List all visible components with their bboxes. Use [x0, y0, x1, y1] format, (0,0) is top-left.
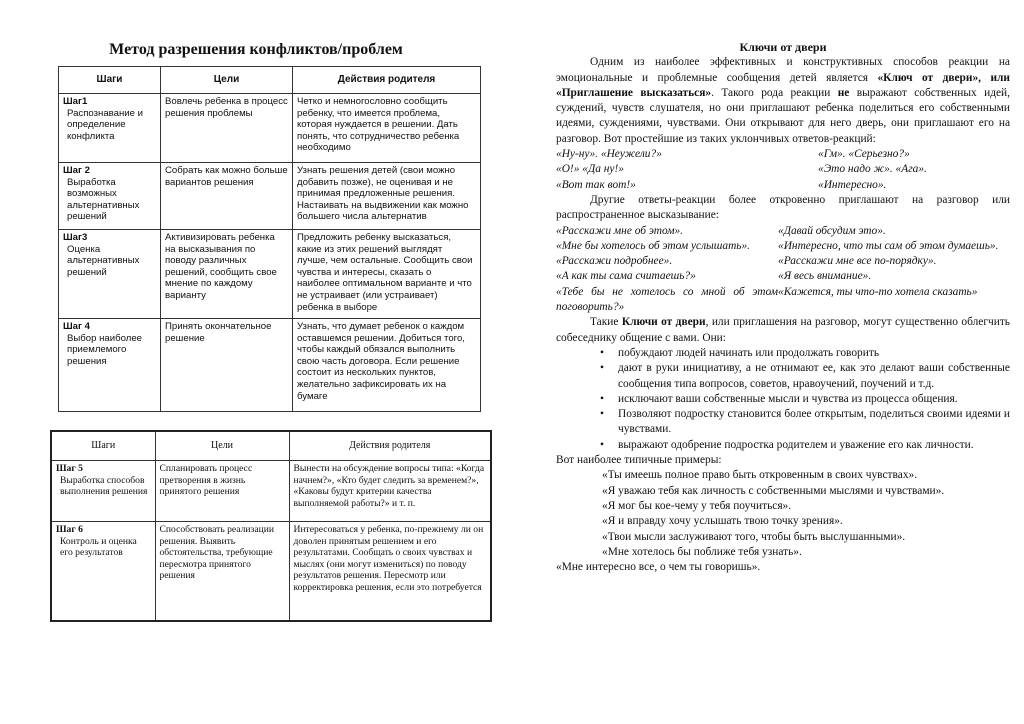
response-phrase: «Ну-ну». «Неужели?»	[556, 148, 662, 161]
response-phrase: «Расскажи мне об этом».	[556, 224, 684, 237]
table-row	[51, 461, 491, 522]
step-name: Шаг3	[63, 232, 88, 243]
list-item: • исключают ваши собственные мысли и чувства из процесса общения.	[602, 392, 1010, 407]
example-line: «Я и вправду хочу услышать твою точку зрения».	[602, 515, 843, 528]
response-phrase: «Тебе бы не хотелось со мной об этом поговорить?»	[556, 285, 778, 314]
example-line: «Я мог бы кое-чему у тебя поучиться».	[602, 499, 792, 512]
action-cell: Интересоваться у ребенка, по-прежнему ли он доволен принятым решением и его результатами. Сообщать о своих чувствах и мыслях (они могут измениться) по поводу результатов решения. Пересмотр или корректировка решения, если это потребуется	[289, 522, 491, 622]
response-phrase: «Это надо ж». «Ага».	[818, 163, 927, 176]
response-row	[556, 178, 1010, 193]
response-row	[556, 285, 1010, 316]
response-phrase: «Гм». «Серьезно?»	[818, 148, 910, 161]
response-row	[556, 269, 1010, 284]
intro-emphasis: не	[837, 86, 850, 99]
table-row	[51, 522, 491, 622]
para3-text: Такие	[590, 316, 622, 329]
article-title: Ключи от двери	[739, 40, 827, 54]
response-row	[556, 162, 1010, 177]
list-item: • дают в руки инициативу, а не отнимают ее, как это делают ваши собственные сообщения типа вопросов, советов, нравоучений, поучений и т.д.	[602, 361, 1010, 392]
goal-cell: Вовлечь ребенка в процесс решения проблемы	[161, 94, 293, 163]
goal-cell: Принять окончательное решение	[161, 319, 293, 412]
step-cell	[59, 230, 161, 319]
intro-text: выражают собственных идей, суждений, чувств слушателя, но они приглашают ребенка поделиться его собственными идеями, суждениями, чувствами. Они открывают для него дверь, они приглашают его на разговор. Вот простейшие из таких уклончивых ответов-реакций:	[556, 86, 1010, 145]
table-row	[59, 94, 481, 163]
list-item: • побуждают людей начинать или продолжать говорить	[602, 346, 1010, 361]
header-goals: Цели	[161, 67, 293, 94]
response-phrase: «Вот так вот!»	[556, 178, 636, 191]
step-cell	[59, 94, 161, 163]
intro-paragraph	[556, 55, 1010, 147]
response-row	[556, 224, 1010, 239]
example-line: «Твои мысли заслуживают того, чтобы быть выслушанными».	[602, 530, 906, 543]
paragraph-2: Другие ответы-реакции более откровенно приглашают на разговор или распространенное высказывание:	[556, 193, 1010, 222]
action-cell: Узнать, что думает ребенок о каждом оставшемся решении. Добиться того, чтобы каждый обязался выполнить свою часть договора. Если решение состоит из нескольких пунктов, желательно зафиксировать их на бумаге	[293, 319, 481, 412]
goal-cell: Способствовать реализации решения. Выявить обстоятельства, требующие пересмотра принятого решения	[155, 522, 289, 622]
response-phrase: «О!» «Да ну!»	[556, 163, 624, 176]
action-cell: Четко и немногословно сообщить ребенку, что имеется проблема, которая нуждается в решении. Дать понять, что сотрудничество ребенка необходимо	[293, 94, 481, 163]
step-name: Шаг 6	[56, 524, 83, 535]
step-cell	[51, 461, 155, 522]
step-name: Шаг1	[63, 96, 88, 107]
step-name: Шаг 4	[63, 321, 90, 332]
table-header-row	[59, 67, 481, 94]
step-desc: Выбор наиболее приемлемого решения	[67, 332, 143, 367]
para3-text: , или приглашения на разговор, могут существенно облегчить собеседнику общение с вами. Они:	[556, 316, 1010, 344]
example-line: «Я уважаю тебя как личность с собственными мыслями и чувствами».	[602, 484, 945, 497]
article-body	[556, 40, 1010, 575]
response-row	[556, 254, 1010, 269]
step-desc: Выработка возможных альтернативных решений	[67, 176, 140, 223]
step-name: Шаг 5	[56, 463, 83, 474]
table-row	[59, 230, 481, 319]
step-cell	[59, 319, 161, 412]
header-actions: Действия родителя	[293, 67, 481, 94]
action-cell: Вынести на обсуждение вопросы типа: «Когда начнем?», «Кто будет следить за временем?», «Каковы будут критерии качества выполняемой работы?» и т. п.	[289, 461, 491, 522]
benefits-list	[556, 346, 1010, 453]
header-goals: Цели	[155, 431, 289, 461]
action-cell: Предложить ребенку высказаться, какие из этих решений выглядят лучше, чем остальные. Сообщить свои чувства и интересы, сказать о наиболее оптимальном варианте и что не устраивает (или устраивает) ребенка в выборе	[293, 230, 481, 319]
step-name: Шаг 2	[63, 165, 90, 176]
response-row	[556, 147, 1010, 162]
response-phrase: «Мне бы хотелось об этом услышать».	[556, 239, 751, 252]
list-item: • Позволяют подростку становится более открытым, поделиться своими идеями и чувствами.	[602, 407, 1010, 438]
response-row	[556, 239, 1010, 254]
action-cell: Узнать решения детей (свои можно добавить позже), не оценивая и не принимая предложенные решения. Настаивать на выдвижении как можно большего числа альтернатив	[293, 163, 481, 230]
goal-cell: Активизировать ребенка на высказывания по поводу различных решений, сообщить свое мнение по каждому варианту	[161, 230, 293, 319]
para3-key-phrase: Ключи от двери	[621, 316, 706, 329]
response-phrase: «Давай обсудим это».	[778, 224, 886, 237]
response-phrase: «Расскажи мне все по-порядку».	[778, 255, 937, 268]
step-desc: Распознавание и определение конфликта	[67, 107, 144, 142]
steps-table-2	[50, 430, 492, 622]
response-phrase: «Расскажи подробнее».	[556, 255, 673, 268]
example-line: «Ты имеешь полное право быть откровенным в своих чувствах».	[602, 469, 918, 482]
intro-key-phrase: «Ключ от двери», или «Приглашение высказаться»	[556, 71, 1010, 99]
page-title: Метод разрешения конфликтов/проблем	[109, 41, 403, 58]
step-desc: Выработка способов выполнения решения	[60, 474, 148, 498]
response-phrase: «Я весь внимание».	[778, 270, 872, 283]
header-actions: Действия родителя	[289, 431, 491, 461]
step-desc: Оценка альтернативных решений	[67, 243, 140, 278]
examples-title: Вот наиболее типичные примеры:	[556, 454, 722, 467]
goal-cell: Спланировать процесс претворения в жизнь принятого решения	[155, 461, 289, 522]
header-steps: Шаги	[59, 67, 161, 94]
right-page	[512, 0, 1024, 724]
table-row	[59, 319, 481, 412]
header-steps: Шаги	[51, 431, 155, 461]
step-cell	[51, 522, 155, 622]
final-line: «Мне интересно все, о чем ты говоришь».	[556, 561, 761, 574]
intro-text: . Такого рода реакции	[711, 86, 838, 99]
goal-cell: Собрать как можно больше вариантов решения	[161, 163, 293, 230]
response-phrase: «Кажется, ты что-то хотела сказать»	[778, 285, 978, 298]
steps-table-1	[58, 66, 481, 412]
table-row	[59, 163, 481, 230]
paragraph-3	[556, 315, 1010, 346]
response-phrase: «Интересно».	[818, 178, 887, 191]
list-item: • выражают одобрение подростка родителем и уважение его как личности.	[602, 438, 1010, 453]
intro-text: Одним из наиболее эффективных и конструктивных способов реакции на эмоциональные и проблемные сообщения детей является	[556, 56, 1010, 84]
step-cell	[59, 163, 161, 230]
response-phrase: «А как ты сама считаешь?»	[556, 270, 696, 283]
response-phrase: «Интересно, что ты сам об этом думаешь».	[778, 239, 999, 252]
table-header-row	[51, 431, 491, 461]
example-line: «Мне хотелось бы поближе тебя узнать».	[602, 545, 802, 558]
step-desc: Контроль и оценка его результатов	[60, 535, 137, 559]
